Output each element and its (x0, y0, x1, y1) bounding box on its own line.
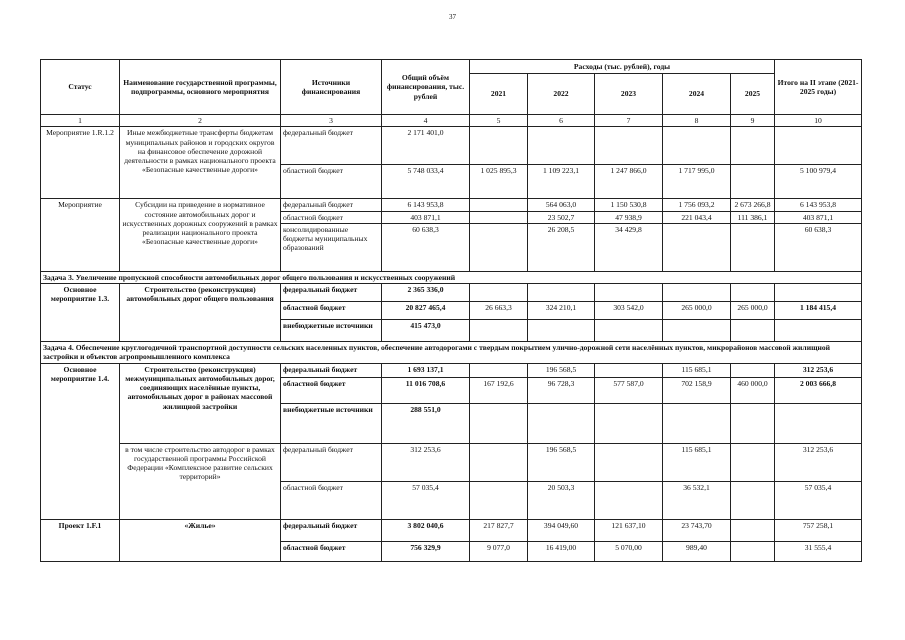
cell-itogo: 757 258,1 (775, 519, 862, 541)
table-row (41, 284, 862, 302)
cell-2023: 121 637,10 (595, 519, 663, 541)
cell-2023: 5 070,00 (595, 541, 663, 561)
cell-itogo: 1 184 415,4 (775, 302, 862, 320)
table-row (41, 519, 862, 541)
cell-2023: 34 429,8 (595, 223, 663, 271)
row-status: Основное мероприятие 1.3. (41, 284, 120, 342)
column-index: 2 (120, 115, 281, 127)
task-3-title: Задача 3. Увеличение пропускной способности автомобильных дорог общего пользования и искусственных сооружений (41, 271, 862, 283)
column-index: 8 (663, 115, 731, 127)
cell-2025 (731, 403, 775, 443)
header-year: 2024 (663, 74, 731, 115)
cell-2025 (731, 165, 775, 199)
cell-2024: 221 043,4 (663, 211, 731, 223)
task-row (41, 342, 862, 364)
cell-2022: 96 728,3 (528, 377, 595, 403)
table-row (41, 127, 862, 165)
row-source: внебюджетные источники (281, 403, 382, 443)
cell-2024: 265 000,0 (663, 302, 731, 320)
cell-2021 (470, 481, 528, 519)
cell-2021 (470, 320, 528, 342)
header-source: Источники финансирования (281, 60, 382, 115)
cell-2021 (470, 443, 528, 481)
row-source: федеральный бюджет (281, 519, 382, 541)
cell-2021 (470, 403, 528, 443)
cell-2023 (595, 363, 663, 377)
cell-2023: 1 150 530,8 (595, 199, 663, 211)
header-expenses: Расходы (тыс. рублей), годы (470, 60, 775, 74)
cell-itogo: 312 253,6 (775, 363, 862, 377)
cell-2025: 265 000,0 (731, 302, 775, 320)
cell-2023 (595, 284, 663, 302)
row-source: областной бюджет (281, 302, 382, 320)
cell-2021 (470, 284, 528, 302)
row-name: Строительство (реконструкция) межмуниципальных автомобильных дорог, соединяющих населённые пункты, автомобильных дорог в районах массовой жилищной застройки (120, 363, 281, 443)
table-row (41, 363, 862, 377)
cell-total: 6 143 953,8 (382, 199, 470, 211)
cell-total: 403 871,1 (382, 211, 470, 223)
cell-2022: 324 210,1 (528, 302, 595, 320)
cell-2025 (731, 443, 775, 481)
cell-2021: 217 827,7 (470, 519, 528, 541)
column-index: 10 (775, 115, 862, 127)
table-row (41, 443, 862, 481)
cell-2024: 989,40 (663, 541, 731, 561)
cell-total: 11 016 708,6 (382, 377, 470, 403)
cell-2022 (528, 320, 595, 342)
cell-2021 (470, 127, 528, 165)
cell-total: 2 171 401,0 (382, 127, 470, 165)
cell-total: 312 253,6 (382, 443, 470, 481)
row-source: консолидированные бюджеты муниципальных образований (281, 223, 382, 271)
cell-itogo: 312 253,6 (775, 443, 862, 481)
cell-2022 (528, 403, 595, 443)
row-name: Субсидии на приведение в нормативное состояние автомобильных дорог и искусственных дорожных сооружений в рамках реализации национального проекта «Безопасные качественные дороги» (120, 199, 281, 272)
cell-2021 (470, 199, 528, 211)
cell-2025 (731, 320, 775, 342)
header-year: 2021 (470, 74, 528, 115)
cell-2024: 1 717 995,0 (663, 165, 731, 199)
cell-itogo (775, 127, 862, 165)
cell-total: 60 638,3 (382, 223, 470, 271)
cell-itogo (775, 320, 862, 342)
cell-2024: 115 685,1 (663, 363, 731, 377)
cell-2025 (731, 519, 775, 541)
cell-2022: 16 419,00 (528, 541, 595, 561)
header-name: Наименование государственной программы, подпрограммы, основного мероприятия (120, 60, 281, 115)
cell-total: 288 551,0 (382, 403, 470, 443)
row-source: областной бюджет (281, 541, 382, 561)
column-index: 4 (382, 115, 470, 127)
column-index: 9 (731, 115, 775, 127)
cell-2024 (663, 403, 731, 443)
cell-itogo (775, 403, 862, 443)
cell-2025: 460 000,0 (731, 377, 775, 403)
row-source: областной бюджет (281, 481, 382, 519)
cell-itogo: 2 003 666,8 (775, 377, 862, 403)
column-index: 1 (41, 115, 120, 127)
row-source: областной бюджет (281, 377, 382, 403)
cell-2023: 303 542,0 (595, 302, 663, 320)
column-index: 7 (595, 115, 663, 127)
cell-2025 (731, 363, 775, 377)
row-source: федеральный бюджет (281, 443, 382, 481)
budget-table (40, 59, 862, 562)
cell-2025 (731, 223, 775, 271)
page-number: 37 (449, 13, 456, 21)
cell-2023: 47 938,9 (595, 211, 663, 223)
task-row (41, 271, 862, 283)
cell-2023 (595, 403, 663, 443)
cell-2022 (528, 127, 595, 165)
cell-2023 (595, 443, 663, 481)
cell-itogo: 31 555,4 (775, 541, 862, 561)
row-status: Мероприятие (41, 199, 120, 272)
cell-2023: 1 247 866,0 (595, 165, 663, 199)
cell-2025 (731, 541, 775, 561)
cell-2024: 23 743,70 (663, 519, 731, 541)
row-sub-name: в том числе строительство автодорог в рамках государственной программы Российской Федерации «Комплексное развитие сельских территорий» (120, 443, 281, 519)
cell-2021: 167 192,6 (470, 377, 528, 403)
cell-2022: 196 568,5 (528, 363, 595, 377)
cell-2022: 1 109 223,1 (528, 165, 595, 199)
cell-total: 3 802 040,6 (382, 519, 470, 541)
cell-total: 1 693 137,1 (382, 363, 470, 377)
row-source: федеральный бюджет (281, 284, 382, 302)
cell-total: 415 473,0 (382, 320, 470, 342)
cell-2024: 1 756 093,2 (663, 199, 731, 211)
cell-2021 (470, 211, 528, 223)
column-index: 3 (281, 115, 382, 127)
cell-2022: 564 063,0 (528, 199, 595, 211)
cell-2025: 111 386,1 (731, 211, 775, 223)
row-status: Проект 1.F.1 (41, 519, 120, 561)
cell-total: 756 329,9 (382, 541, 470, 561)
cell-2021: 9 077,0 (470, 541, 528, 561)
row-name: «Жилье» (120, 519, 281, 561)
cell-2023: 577 587,0 (595, 377, 663, 403)
header-year: 2023 (595, 74, 663, 115)
cell-total: 5 748 033,4 (382, 165, 470, 199)
cell-2025: 2 673 266,8 (731, 199, 775, 211)
header-itogo: Итого на II этапе (2021-2025 годы) (775, 60, 862, 115)
cell-2023 (595, 481, 663, 519)
cell-2022: 26 208,5 (528, 223, 595, 271)
cell-2022 (528, 284, 595, 302)
cell-2021 (470, 223, 528, 271)
cell-2023 (595, 320, 663, 342)
row-source: федеральный бюджет (281, 127, 382, 165)
row-name: Строительство (реконструкция) автомобильных дорог общего пользования (120, 284, 281, 342)
row-source: федеральный бюджет (281, 199, 382, 211)
cell-2025 (731, 481, 775, 519)
cell-2022: 196 568,5 (528, 443, 595, 481)
cell-total: 2 365 336,0 (382, 284, 470, 302)
header-year: 2025 (731, 74, 775, 115)
cell-2022: 394 049,60 (528, 519, 595, 541)
cell-2022: 20 503,3 (528, 481, 595, 519)
cell-2025 (731, 284, 775, 302)
header-status: Статус (41, 60, 120, 115)
cell-itogo: 403 871,1 (775, 211, 862, 223)
cell-total: 20 827 465,4 (382, 302, 470, 320)
row-name: Иные межбюджетные трансферты бюджетам муниципальных районов и городских округов на финансовое обеспечение дорожной деятельности в рамках национального проекта «Безопасные качественные дороги» (120, 127, 281, 199)
header-year: 2022 (528, 74, 595, 115)
row-status: Мероприятие 1.R.1.2 (41, 127, 120, 199)
task-4-title: Задача 4. Обеспечение круглогодичной транспортной доступности сельских населенных пунктов, обеспечение автодорогами с твердым покрытием улично-дорожной сети населённых пунктов, микрорайонов массовой жилищной застройки и объектов агропромышленного комплекса (41, 342, 862, 364)
cell-2024: 36 532,1 (663, 481, 731, 519)
cell-itogo: 5 100 979,4 (775, 165, 862, 199)
cell-2024 (663, 223, 731, 271)
cell-2024: 115 685,1 (663, 443, 731, 481)
row-source: областной бюджет (281, 165, 382, 199)
cell-itogo (775, 284, 862, 302)
table-row (41, 199, 862, 211)
column-index: 5 (470, 115, 528, 127)
cell-2022: 23 502,7 (528, 211, 595, 223)
column-index: 6 (528, 115, 595, 127)
row-source: областной бюджет (281, 211, 382, 223)
cell-2024 (663, 127, 731, 165)
cell-itogo: 57 035,4 (775, 481, 862, 519)
cell-2021: 1 025 895,3 (470, 165, 528, 199)
cell-itogo: 60 638,3 (775, 223, 862, 271)
cell-2024 (663, 320, 731, 342)
row-source: внебюджетные источники (281, 320, 382, 342)
row-status: Основное мероприятие 1.4. (41, 363, 120, 519)
cell-2024 (663, 284, 731, 302)
cell-2025 (731, 127, 775, 165)
cell-2021 (470, 363, 528, 377)
cell-itogo: 6 143 953,8 (775, 199, 862, 211)
header-total: Общий объём финансирования, тыс. рублей (382, 60, 470, 115)
row-source: федеральный бюджет (281, 363, 382, 377)
cell-2024: 702 158,9 (663, 377, 731, 403)
cell-total: 57 035,4 (382, 481, 470, 519)
cell-2023 (595, 127, 663, 165)
cell-2021: 26 663,3 (470, 302, 528, 320)
